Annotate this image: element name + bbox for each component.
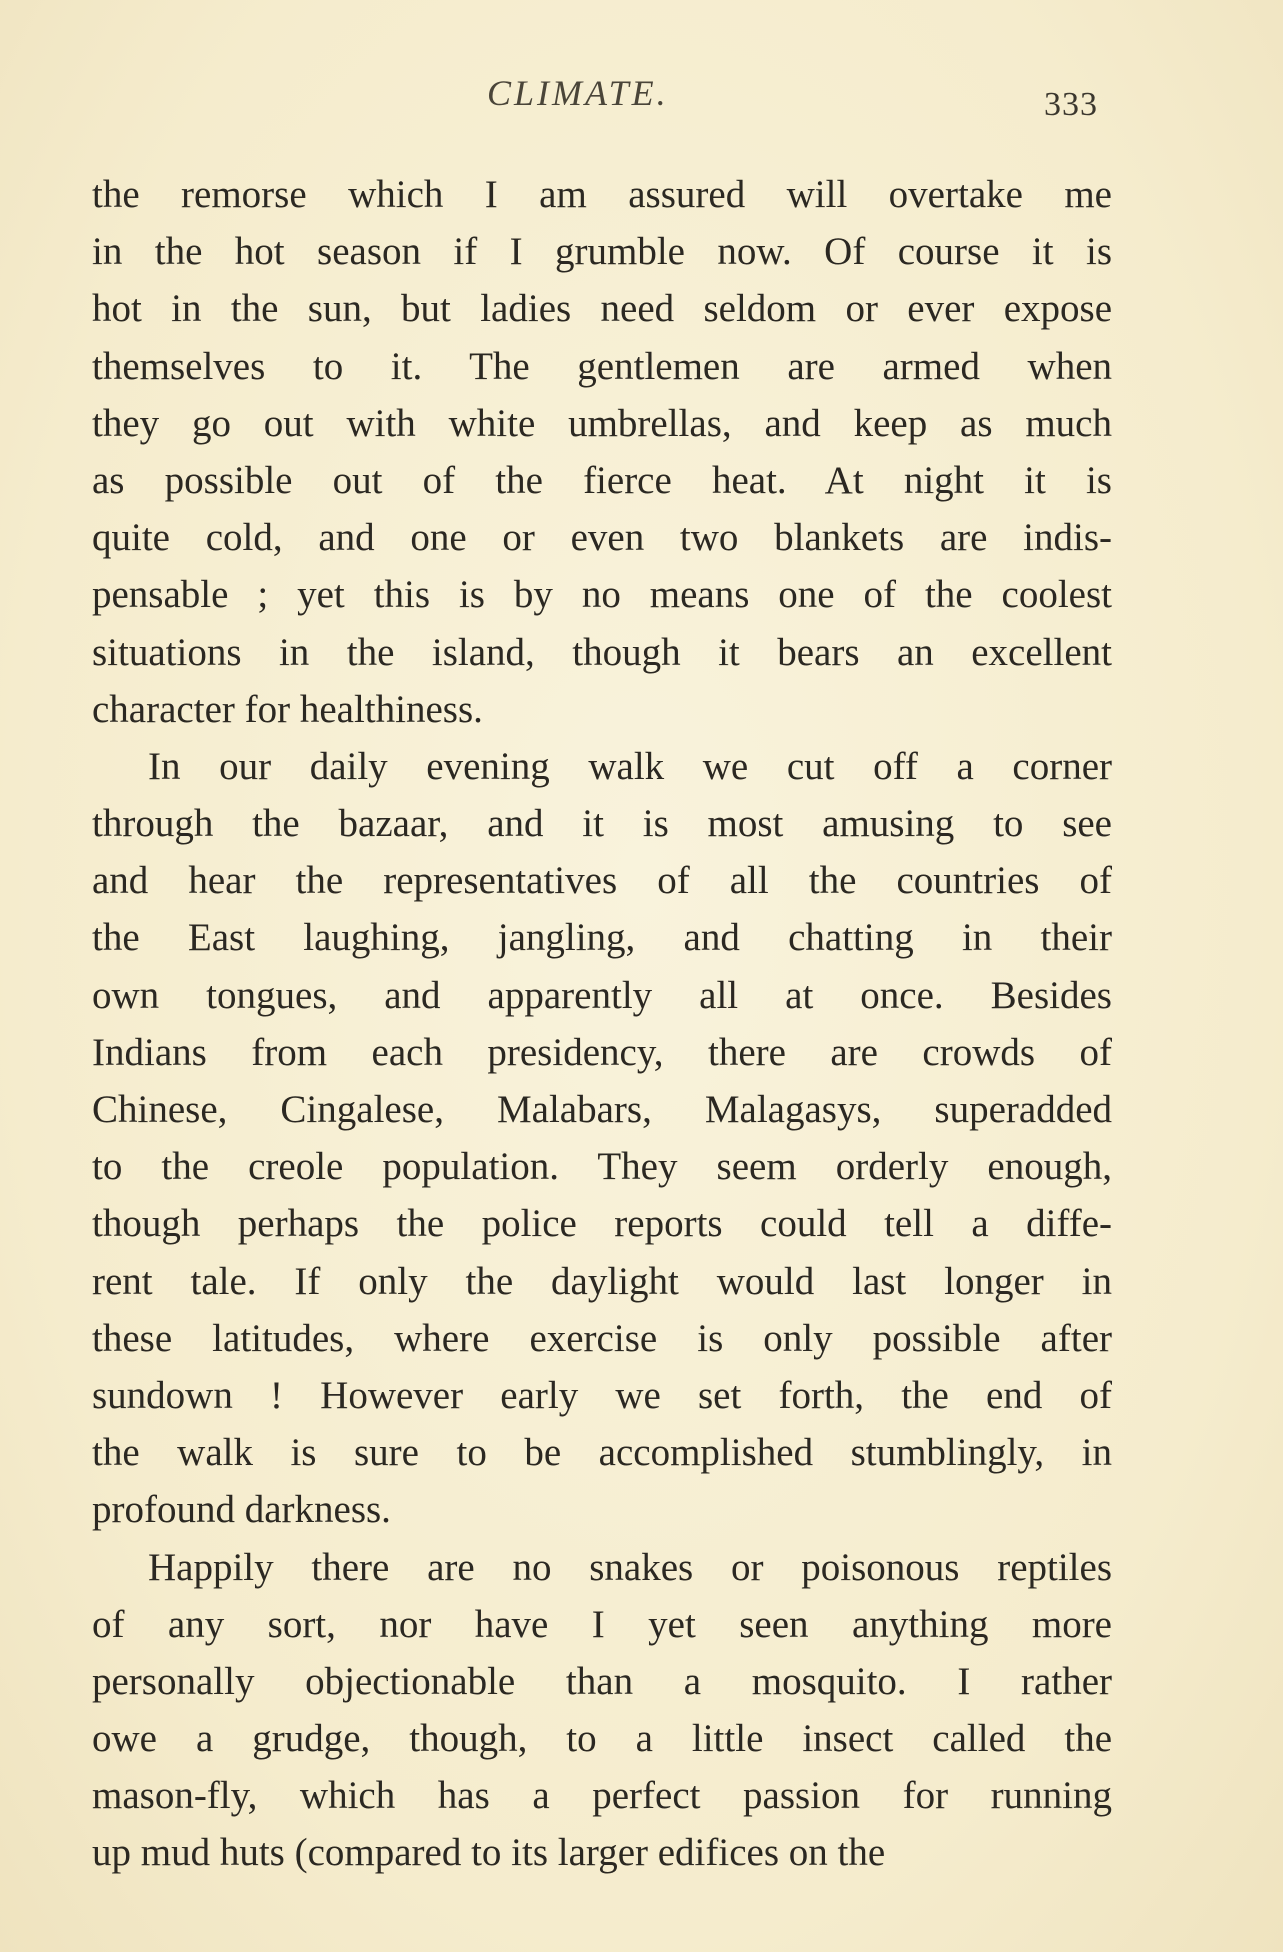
text-line: themselves to it. The gentlemen are armed when [92, 344, 1112, 388]
text-line: though perhaps the police reports could tell a diffe- [92, 1202, 1112, 1246]
paragraph [92, 1539, 1112, 1882]
text-line: in the hot season if I grumble now. Of course it is [92, 230, 1112, 274]
text-line: as possible out of the fierce heat. At night it is [92, 458, 1112, 502]
text-line: Happily there are no snakes or poisonous reptiles [148, 1545, 1112, 1589]
text-line: personally objectionable than a mosquito. I rather [92, 1659, 1112, 1703]
paragraph [92, 738, 1112, 1539]
text-line: the East laughing, jangling, and chatting in their [92, 916, 1112, 960]
text-line: own tongues, and apparently all at once. Besides [92, 973, 1112, 1017]
text-line: mason-fly, which has a perfect passion for running [92, 1774, 1112, 1818]
body-text [92, 166, 1112, 1882]
text-line: pensable ; yet this is by no means one of the coolest [92, 573, 1112, 617]
text-line: character for healthiness. [92, 687, 483, 731]
text-line: profound darkness. [92, 1488, 391, 1532]
page-number: 333 [1044, 86, 1098, 123]
text-line: situations in the island, though it bears an excellent [92, 630, 1112, 674]
text-line: rent tale. If only the daylight would last longer in [92, 1259, 1112, 1303]
text-line: hot in the sun, but ladies need seldom or ever expose [92, 287, 1112, 331]
running-head-title: CLIMATE. [487, 73, 669, 113]
text-line: of any sort, nor have I yet seen anything more [92, 1602, 1112, 1646]
text-line: these latitudes, where exercise is only possible after [92, 1316, 1112, 1360]
running-head [0, 72, 1283, 122]
text-line: up mud huts (compared to its larger edifices on the [92, 1831, 886, 1875]
text-line: the remorse which I am assured will overtake me [92, 173, 1112, 216]
text-line: the walk is sure to be accomplished stumblingly, in [92, 1431, 1112, 1475]
paragraph [92, 166, 1112, 738]
text-line: owe a grudge, though, to a little insect called the [92, 1717, 1112, 1761]
text-line: sundown ! However early we set forth, the end of [92, 1373, 1112, 1417]
text-line: through the bazaar, and it is most amusing to see [92, 802, 1112, 846]
text-line: they go out with white umbrellas, and keep as much [92, 401, 1112, 445]
text-line: Indians from each presidency, there are crowds of [92, 1030, 1112, 1074]
text-line: quite cold, and one or even two blankets are indis- [92, 516, 1112, 560]
text-line: Chinese, Cingalese, Malabars, Malagasys, superadded [92, 1088, 1112, 1131]
text-line: In our daily evening walk we cut off a corner [148, 744, 1112, 788]
text-line: to the creole population. They seem orderly enough, [92, 1145, 1112, 1189]
text-line: and hear the representatives of all the countries of [92, 859, 1112, 903]
